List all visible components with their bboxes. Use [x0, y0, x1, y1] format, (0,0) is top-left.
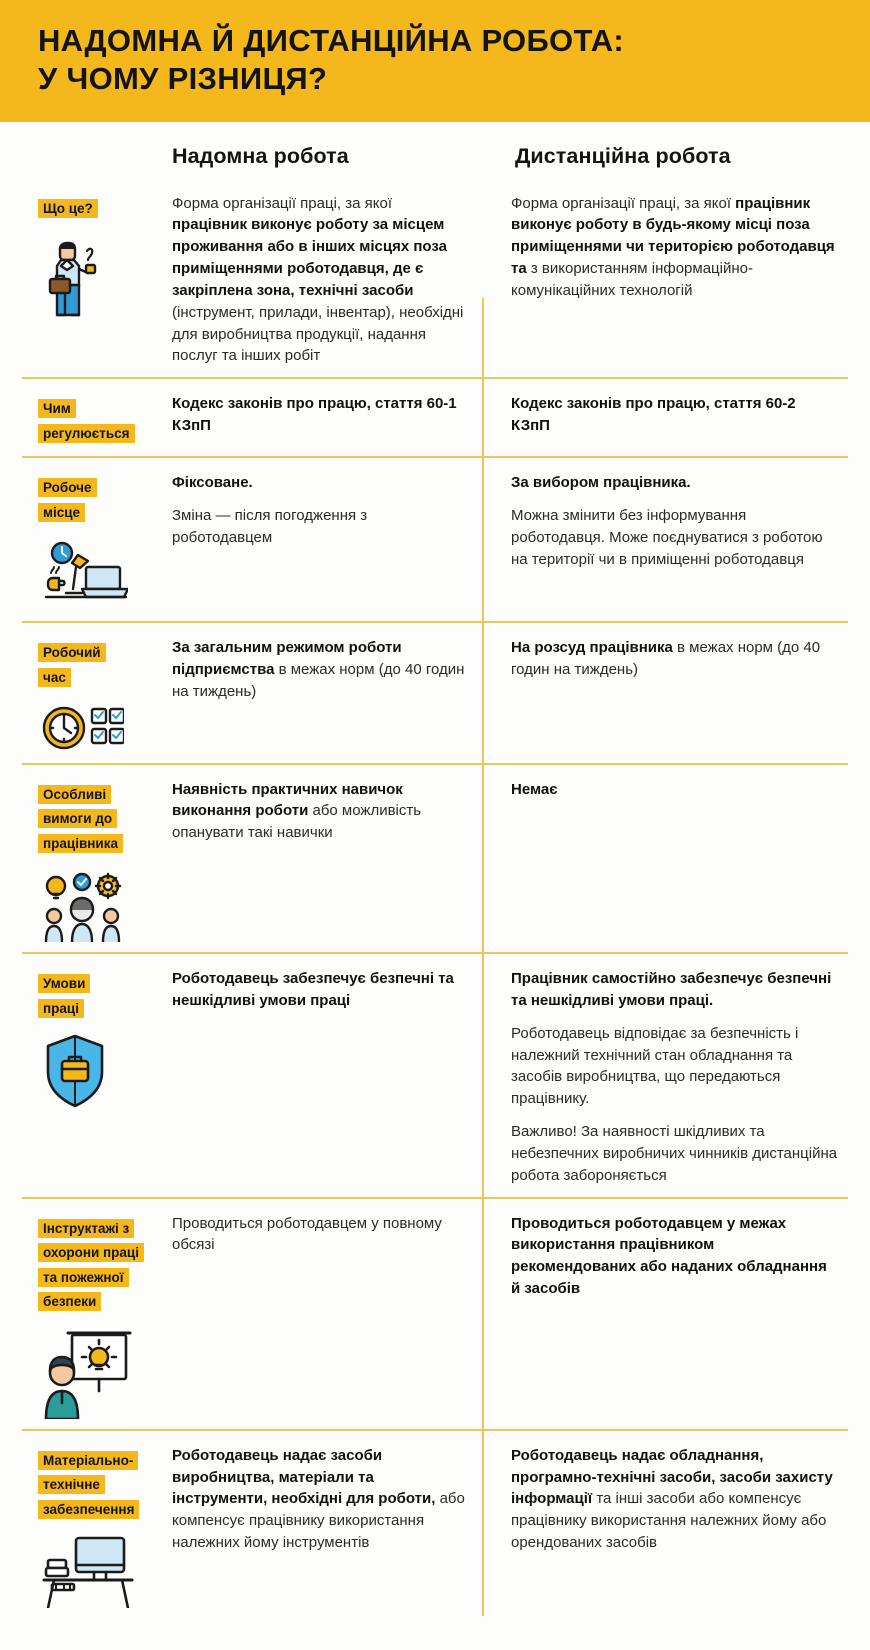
text-bold: Працівник самостійно забезпечує безпечні та нешкідливі умови праці. [511, 970, 832, 1009]
table-row [22, 1197, 848, 1429]
paragraph [172, 1213, 468, 1257]
text-normal: Важливо! За наявності шкідливих та небезпечних виробничих чинників дистанційна робота забороняється [511, 1123, 838, 1184]
paragraph [172, 393, 468, 437]
cell-dystanciyna [482, 193, 848, 368]
cell-nadomna [168, 1213, 482, 1419]
row-label-line: регулюється [38, 424, 135, 443]
cell-dystanciyna [482, 1445, 848, 1609]
paragraph [511, 505, 838, 570]
text-normal: Зміна — після погодження з роботодавцем [172, 507, 368, 546]
row-label-line: Особливі [38, 785, 111, 804]
cell-dystanciyna [482, 779, 848, 943]
row-label-line: час [38, 668, 71, 687]
row-label-line: Умови [38, 974, 90, 993]
row-label-line: охорони праці [38, 1243, 144, 1262]
text-bold: Кодекс законів про працю, стаття 60-2 КЗпП [511, 395, 796, 434]
text-bold: Проводиться роботодавцем у межах використання працівником рекомендованих або наданих обладнання й засобів [511, 1214, 827, 1297]
paragraph [172, 779, 468, 844]
row-label-cell [22, 193, 168, 368]
text-bold: На розсуд працівника [511, 639, 678, 657]
page-title-line1: НАДОМНА Й ДИСТАНЦІЙНА РОБОТА: [38, 23, 625, 58]
text-normal: (інструмент, прилади, інвентар), необхідні для виробництва продукції, надання послуг та інших робіт [172, 303, 464, 365]
text-bold: Роботодавець забезпечує безпечні та нешкідливі умови праці [172, 970, 454, 1009]
header-banner [0, 0, 870, 122]
text-bold: Немає [511, 780, 558, 798]
row-label-chip [38, 476, 168, 525]
text-bold: За вибором працівника. [511, 474, 691, 492]
page-title-line2: У ЧОМУ РІЗНИЦЯ? [38, 60, 328, 96]
text-bold: Кодекс законів про працю, стаття 60-1 КЗпП [172, 395, 457, 434]
row-label-line: забезпечення [38, 1500, 139, 1519]
column-headers [22, 122, 848, 179]
footer-spacer [22, 1618, 848, 1628]
text-bold: працівник виконує роботу за місцем проживання або в інших місцях поза приміщеннями роботодавця, де є закріплена зона, технічні засоби [172, 216, 447, 299]
paragraph [511, 393, 838, 437]
table-row [22, 952, 848, 1196]
row-label-cell [22, 472, 168, 611]
text-bold: За загальним режимом роботи підприємства [172, 639, 402, 679]
desk-with-laptop-lamp-clock-icon [42, 537, 168, 611]
row-label-cell [22, 779, 168, 943]
page-title [38, 22, 832, 98]
text-normal: в межах норм (до 40 годин на тиждень) [172, 661, 465, 700]
paragraph [511, 1213, 838, 1300]
row-label-line: технічне [38, 1475, 105, 1494]
row-label-line: безпеки [38, 1292, 101, 1311]
paragraph [511, 472, 838, 494]
cell-nadomna [168, 637, 482, 752]
text-bold: працівник виконує роботу в будь-якому місці поза приміщеннями чи територією роботодавця та [511, 194, 835, 278]
label-column-spacer [22, 144, 168, 169]
cell-nadomna [168, 393, 482, 446]
cell-nadomna [168, 779, 482, 943]
cell-dystanciyna [482, 637, 848, 752]
table-rows [22, 179, 848, 1619]
text-normal: або можливість опанувати такі навички [172, 802, 422, 842]
paragraph [172, 472, 468, 494]
paragraph [172, 505, 468, 549]
people-skills-gear-bulb-icon [42, 868, 168, 942]
row-label-line: Робочий [38, 643, 106, 662]
paragraph [511, 968, 838, 1012]
table-row [22, 763, 848, 953]
table-row [22, 621, 848, 762]
table-row [22, 1429, 848, 1619]
row-label-chip [38, 197, 168, 222]
row-label-line: працівника [38, 834, 123, 853]
row-label-line: праці [38, 999, 84, 1018]
cell-nadomna [168, 193, 482, 368]
row-label-line: Чим [38, 399, 76, 418]
cell-nadomna [168, 1445, 482, 1609]
column-header-nadomna: Надомна робота [172, 143, 349, 168]
text-normal: Можна змінити без інформування роботодавця. Може поєднуватися з роботою на території чи в приміщенні роботодавця [511, 507, 823, 568]
presenter-with-board-bulb-icon [42, 1327, 168, 1419]
text-bold: Наявність практичних навичок виконання роботи [172, 780, 403, 820]
text-normal: або компенсує працівнику використання належних йому інструментів [172, 1490, 465, 1551]
paragraph [511, 1023, 838, 1110]
paragraph [172, 1445, 468, 1554]
text-normal: та інші засоби або компенсує працівнику використання належних йому або орендованих засобів [511, 1490, 827, 1551]
paragraph [511, 1121, 838, 1186]
paragraph [172, 637, 468, 702]
text-normal: Форма організації праці, за якої [511, 194, 736, 212]
row-label-chip [38, 1217, 168, 1315]
comparison-table [0, 122, 870, 1650]
row-label-cell [22, 1213, 168, 1419]
paragraph [172, 193, 468, 368]
paragraph [511, 1445, 838, 1554]
clock-and-checklist-icon [42, 703, 168, 753]
row-label-cell [22, 968, 168, 1186]
row-label-line: місце [38, 503, 85, 522]
cell-nadomna [168, 472, 482, 611]
row-label-cell [22, 393, 168, 446]
row-label-chip [38, 972, 168, 1021]
paragraph [511, 637, 838, 681]
cell-dystanciyna [482, 393, 848, 446]
table-row [22, 456, 848, 621]
text-normal: в межах норм (до 40 годин на тиждень) [511, 639, 821, 679]
row-label-line: та пожежної [38, 1268, 129, 1287]
row-label-line: вимоги до [38, 809, 117, 828]
text-normal: Роботодавець відповідає за безпечність і належний технічний стан обладнання та засобів виробництва, що передаються працівнику. [511, 1024, 799, 1108]
table-row [22, 179, 848, 378]
paragraph [172, 968, 468, 1012]
text-bold: Фіксоване. [172, 474, 253, 492]
row-label-line: Що це? [38, 199, 98, 218]
text-bold: Роботодавець надає обладнання, програмно-технічні засоби, засоби захисту інформації [511, 1446, 833, 1508]
shield-with-briefcase-icon [42, 1033, 168, 1109]
column-header-dystanciyna: Дистанційна робота [515, 143, 731, 168]
row-label-chip [38, 397, 168, 446]
row-label-chip [38, 783, 168, 857]
text-normal: з використанням інформаційно-комунікаційних технологій [511, 260, 753, 299]
row-label-line: Інструктажі з [38, 1219, 134, 1238]
cell-dystanciyna [482, 472, 848, 611]
table-row [22, 377, 848, 456]
desktop-computer-on-desk-icon [42, 1534, 168, 1608]
cell-dystanciyna [482, 968, 848, 1186]
text-normal: Форма організації праці, за якої [172, 194, 392, 212]
row-label-line: Матеріально- [38, 1451, 138, 1470]
row-label-line: Робоче [38, 478, 97, 497]
row-label-cell [22, 1445, 168, 1609]
row-label-cell [22, 637, 168, 752]
paragraph [511, 193, 838, 302]
text-bold: Роботодавець надає засоби виробництва, матеріали та інструменти, необхідні для роботи, [172, 1446, 440, 1508]
row-label-chip [38, 641, 168, 690]
paragraph [511, 779, 838, 801]
cell-nadomna [168, 968, 482, 1186]
businessman-with-briefcase-icon [42, 233, 168, 319]
row-label-chip [38, 1449, 168, 1523]
cell-dystanciyna [482, 1213, 848, 1419]
text-normal: Проводиться роботодавцем у повному обсязі [172, 1214, 442, 1254]
